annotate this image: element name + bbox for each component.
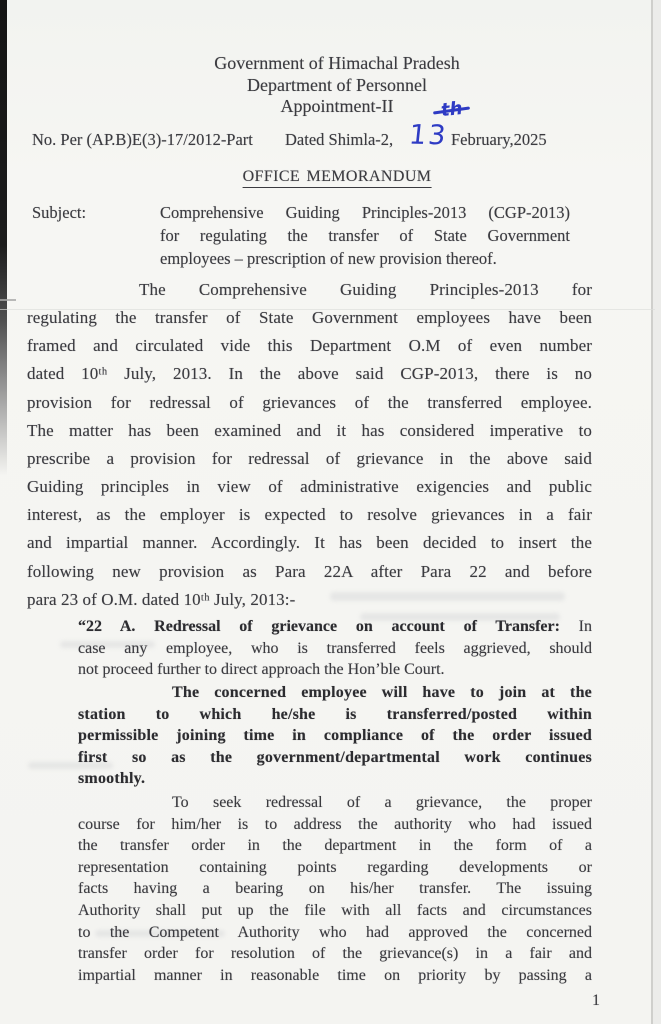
reference-dated: Dated Shimla-2, [285, 130, 394, 149]
joining-time-paragraph [78, 682, 592, 790]
body-line: framed and circulated vide this Department O.M of even number [27, 336, 592, 356]
subject-line: employees – prescription of new provision thereof. [160, 249, 497, 268]
clause-22a-heading-rest: In [559, 618, 593, 635]
body-line: impartial manner in reasonable time on priority by passing a [78, 966, 592, 984]
body-line: The Comprehensive Guiding Principles-2013 for [139, 280, 592, 299]
body-line: regulating the transfer of State Government employees have been [27, 308, 592, 328]
bold-line: first so as the government/departmental work continues [78, 748, 592, 766]
memo-title: OFFICE MEMORANDUM [243, 168, 432, 188]
bold-line: smoothly. [78, 770, 146, 788]
letterhead-government: Government of Himachal Pradesh [214, 53, 460, 73]
letterhead-department: Department of Personnel [247, 74, 427, 95]
body-line: the transfer order in the department in the form of a [78, 837, 592, 855]
body-line: transfer order for resolution of the grievance(s) in a fair and [78, 945, 592, 963]
body-line: To seek redressal of a grievance, the proper [172, 794, 592, 811]
bold-line: station to which he/she is transferred/posted within [78, 705, 592, 723]
bold-line: The concerned employee will have to join at the [172, 684, 592, 701]
page-number: 1 [592, 992, 600, 1009]
subject-label: Subject: [32, 203, 87, 222]
scan-right-margin [653, 0, 661, 1024]
letterhead-branch: Appointment-II [280, 96, 394, 116]
clause-22a-heading: “22 A. Redressal of grievance on account of Transfer: [78, 618, 560, 635]
body-paragraph-1 [27, 276, 592, 614]
bold-line: permissible joining time in compliance of the order issued [78, 727, 592, 745]
body-line: representation containing points regarding developments or [78, 858, 592, 876]
scan-right-edge-line [651, 0, 653, 1024]
subject-text [160, 201, 570, 270]
reference-number: No. Per (AP.B)E(3)-17/2012-Part [32, 130, 253, 149]
reference-month-year: February,2025 [451, 130, 547, 149]
body-line: Authority shall put up the file with all facts and circumstances [78, 901, 592, 919]
subject-line: Comprehensive Guiding Principles-2013 (CGP-2013) [160, 203, 570, 222]
body-line: to the Competent Authority who had approved the concerned [78, 923, 592, 941]
body-line: prescribe a provision for redressal of grievance in the above said [27, 448, 592, 468]
body-line: The matter has been examined and it has considered imperative to [27, 420, 592, 440]
clause-22a-line: not proceed further to direct approach the Hon’ble Court. [78, 661, 445, 679]
scan-artifact-dash [0, 299, 16, 301]
body-line: para 23 of O.M. dated 10ᵗʰ July, 2013:- [27, 589, 296, 609]
body-line: interest, as the employer is expected to resolve grievances in a fair [27, 505, 592, 525]
clause-22a-line: case any employee, who is transferred feels aggrieved, should [78, 639, 592, 657]
clause-22a-paragraph [78, 616, 592, 681]
body-line: facts having a bearing on his/her transfer. The issuing [78, 880, 592, 898]
scan-left-edge [0, 0, 7, 680]
redressal-procedure-paragraph [78, 792, 592, 986]
subject-line: for regulating the transfer of State Government [160, 226, 570, 245]
clause-22a-heading-line [78, 616, 592, 638]
body-line: dated 10ᵗʰ July, 2013. In the above said CGP-2013, there is no [27, 364, 592, 384]
handwritten-day: 13 [407, 119, 450, 152]
body-line: course for him/her is to address the authority who had issued [78, 815, 592, 833]
body-line: provision for redressal of grievances of the transferred employee. [27, 392, 592, 412]
body-line: following new provision as Para 22A after Para 22 and before [27, 561, 592, 581]
body-line: and impartial manner. Accordingly. It has been decided to insert the [27, 533, 592, 553]
body-line: Guiding principles in view of administrative exigencies and public [27, 477, 592, 497]
